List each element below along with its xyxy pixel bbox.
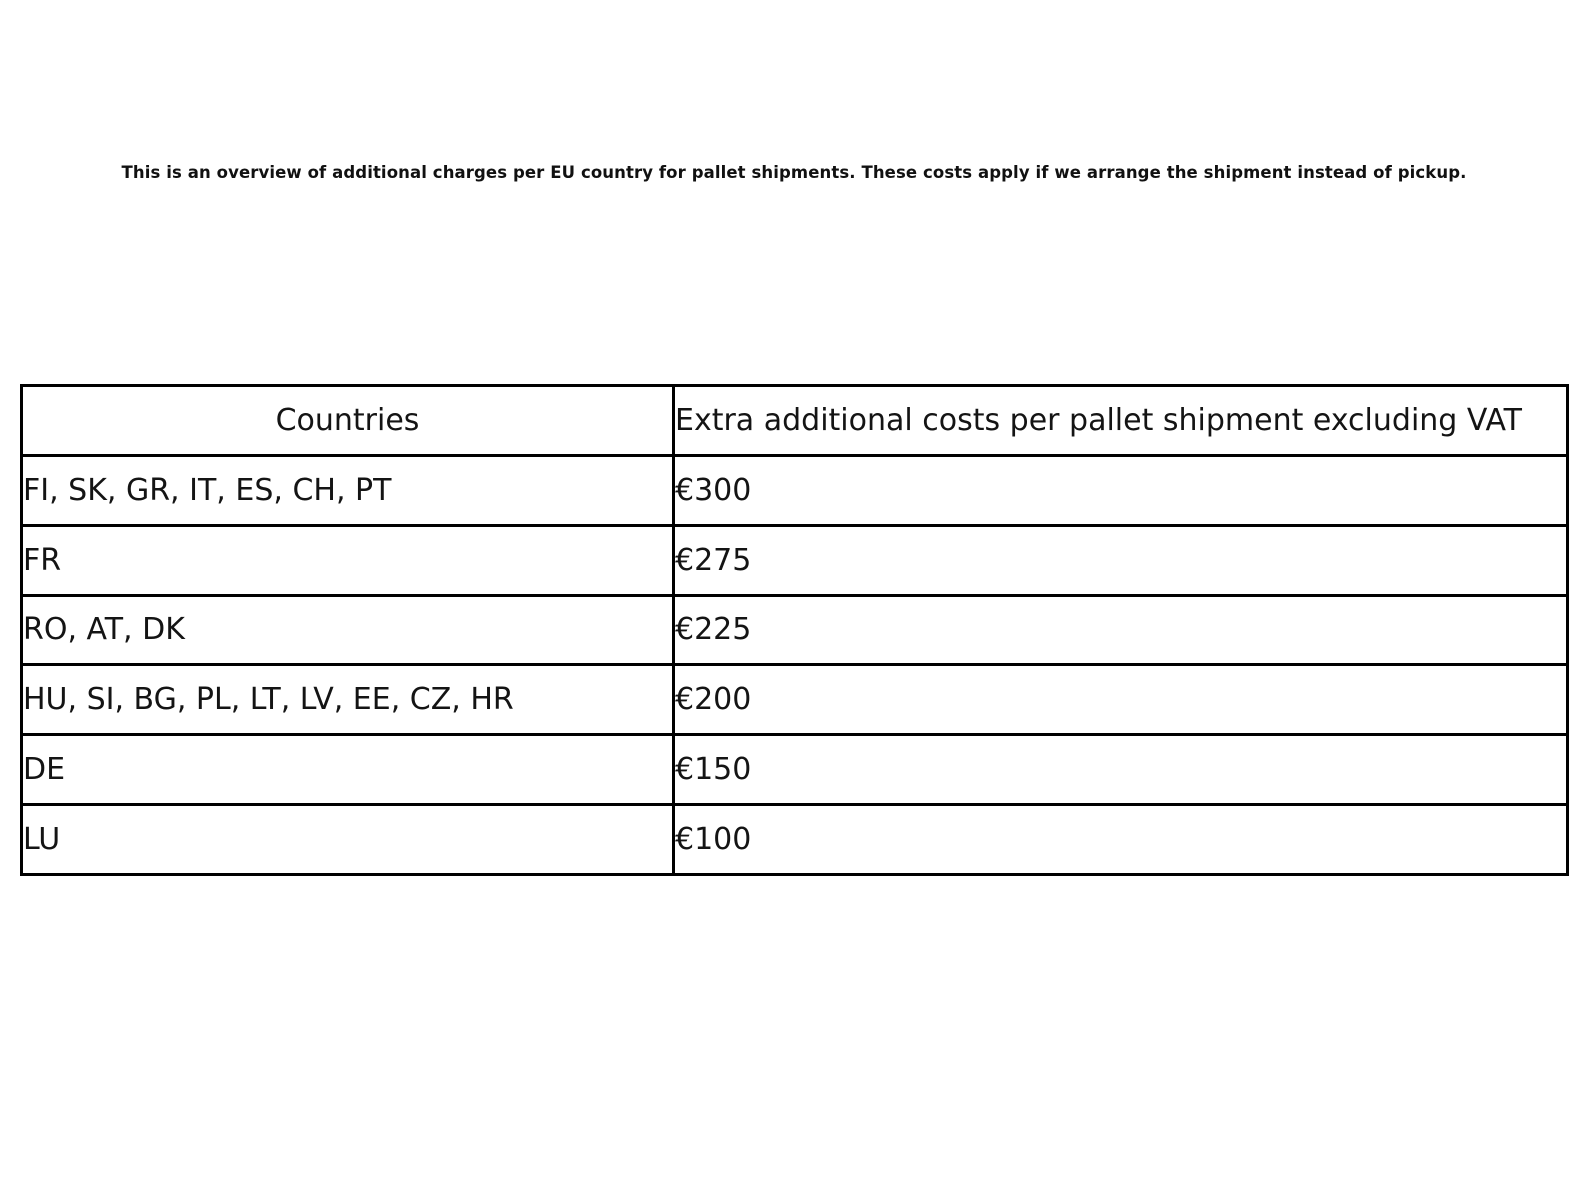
cost-cell: €150 (674, 735, 1568, 805)
table-row (22, 665, 1568, 735)
cost-cell: €100 (674, 805, 1568, 875)
pallet-charges-table (20, 384, 1569, 876)
table-header (22, 386, 1568, 456)
countries-cell: FI, SK, GR, IT, ES, CH, PT (22, 455, 674, 525)
countries-column-header: Countries (22, 386, 674, 456)
cost-cell: €275 (674, 525, 1568, 595)
countries-cell: HU, SI, BG, PL, LT, LV, EE, CZ, HR (22, 665, 674, 735)
table-body (22, 455, 1568, 874)
countries-cell: RO, AT, DK (22, 595, 674, 665)
intro-text: This is an overview of additional charges per EU country for pallet shipments. These costs apply if we arrange the shipment instead of pickup. (121, 163, 1467, 182)
table-row (22, 525, 1568, 595)
cost-cell: €200 (674, 665, 1568, 735)
table-row (22, 455, 1568, 525)
countries-cell: LU (22, 805, 674, 875)
countries-cell: DE (22, 735, 674, 805)
header-row (22, 386, 1568, 456)
table-row (22, 595, 1568, 665)
table-row (22, 735, 1568, 805)
costs-column-header: Extra additional costs per pallet shipment excluding VAT (674, 386, 1568, 456)
table-row (22, 805, 1568, 875)
cost-cell: €225 (674, 595, 1568, 665)
countries-cell: FR (22, 525, 674, 595)
cost-cell: €300 (674, 455, 1568, 525)
